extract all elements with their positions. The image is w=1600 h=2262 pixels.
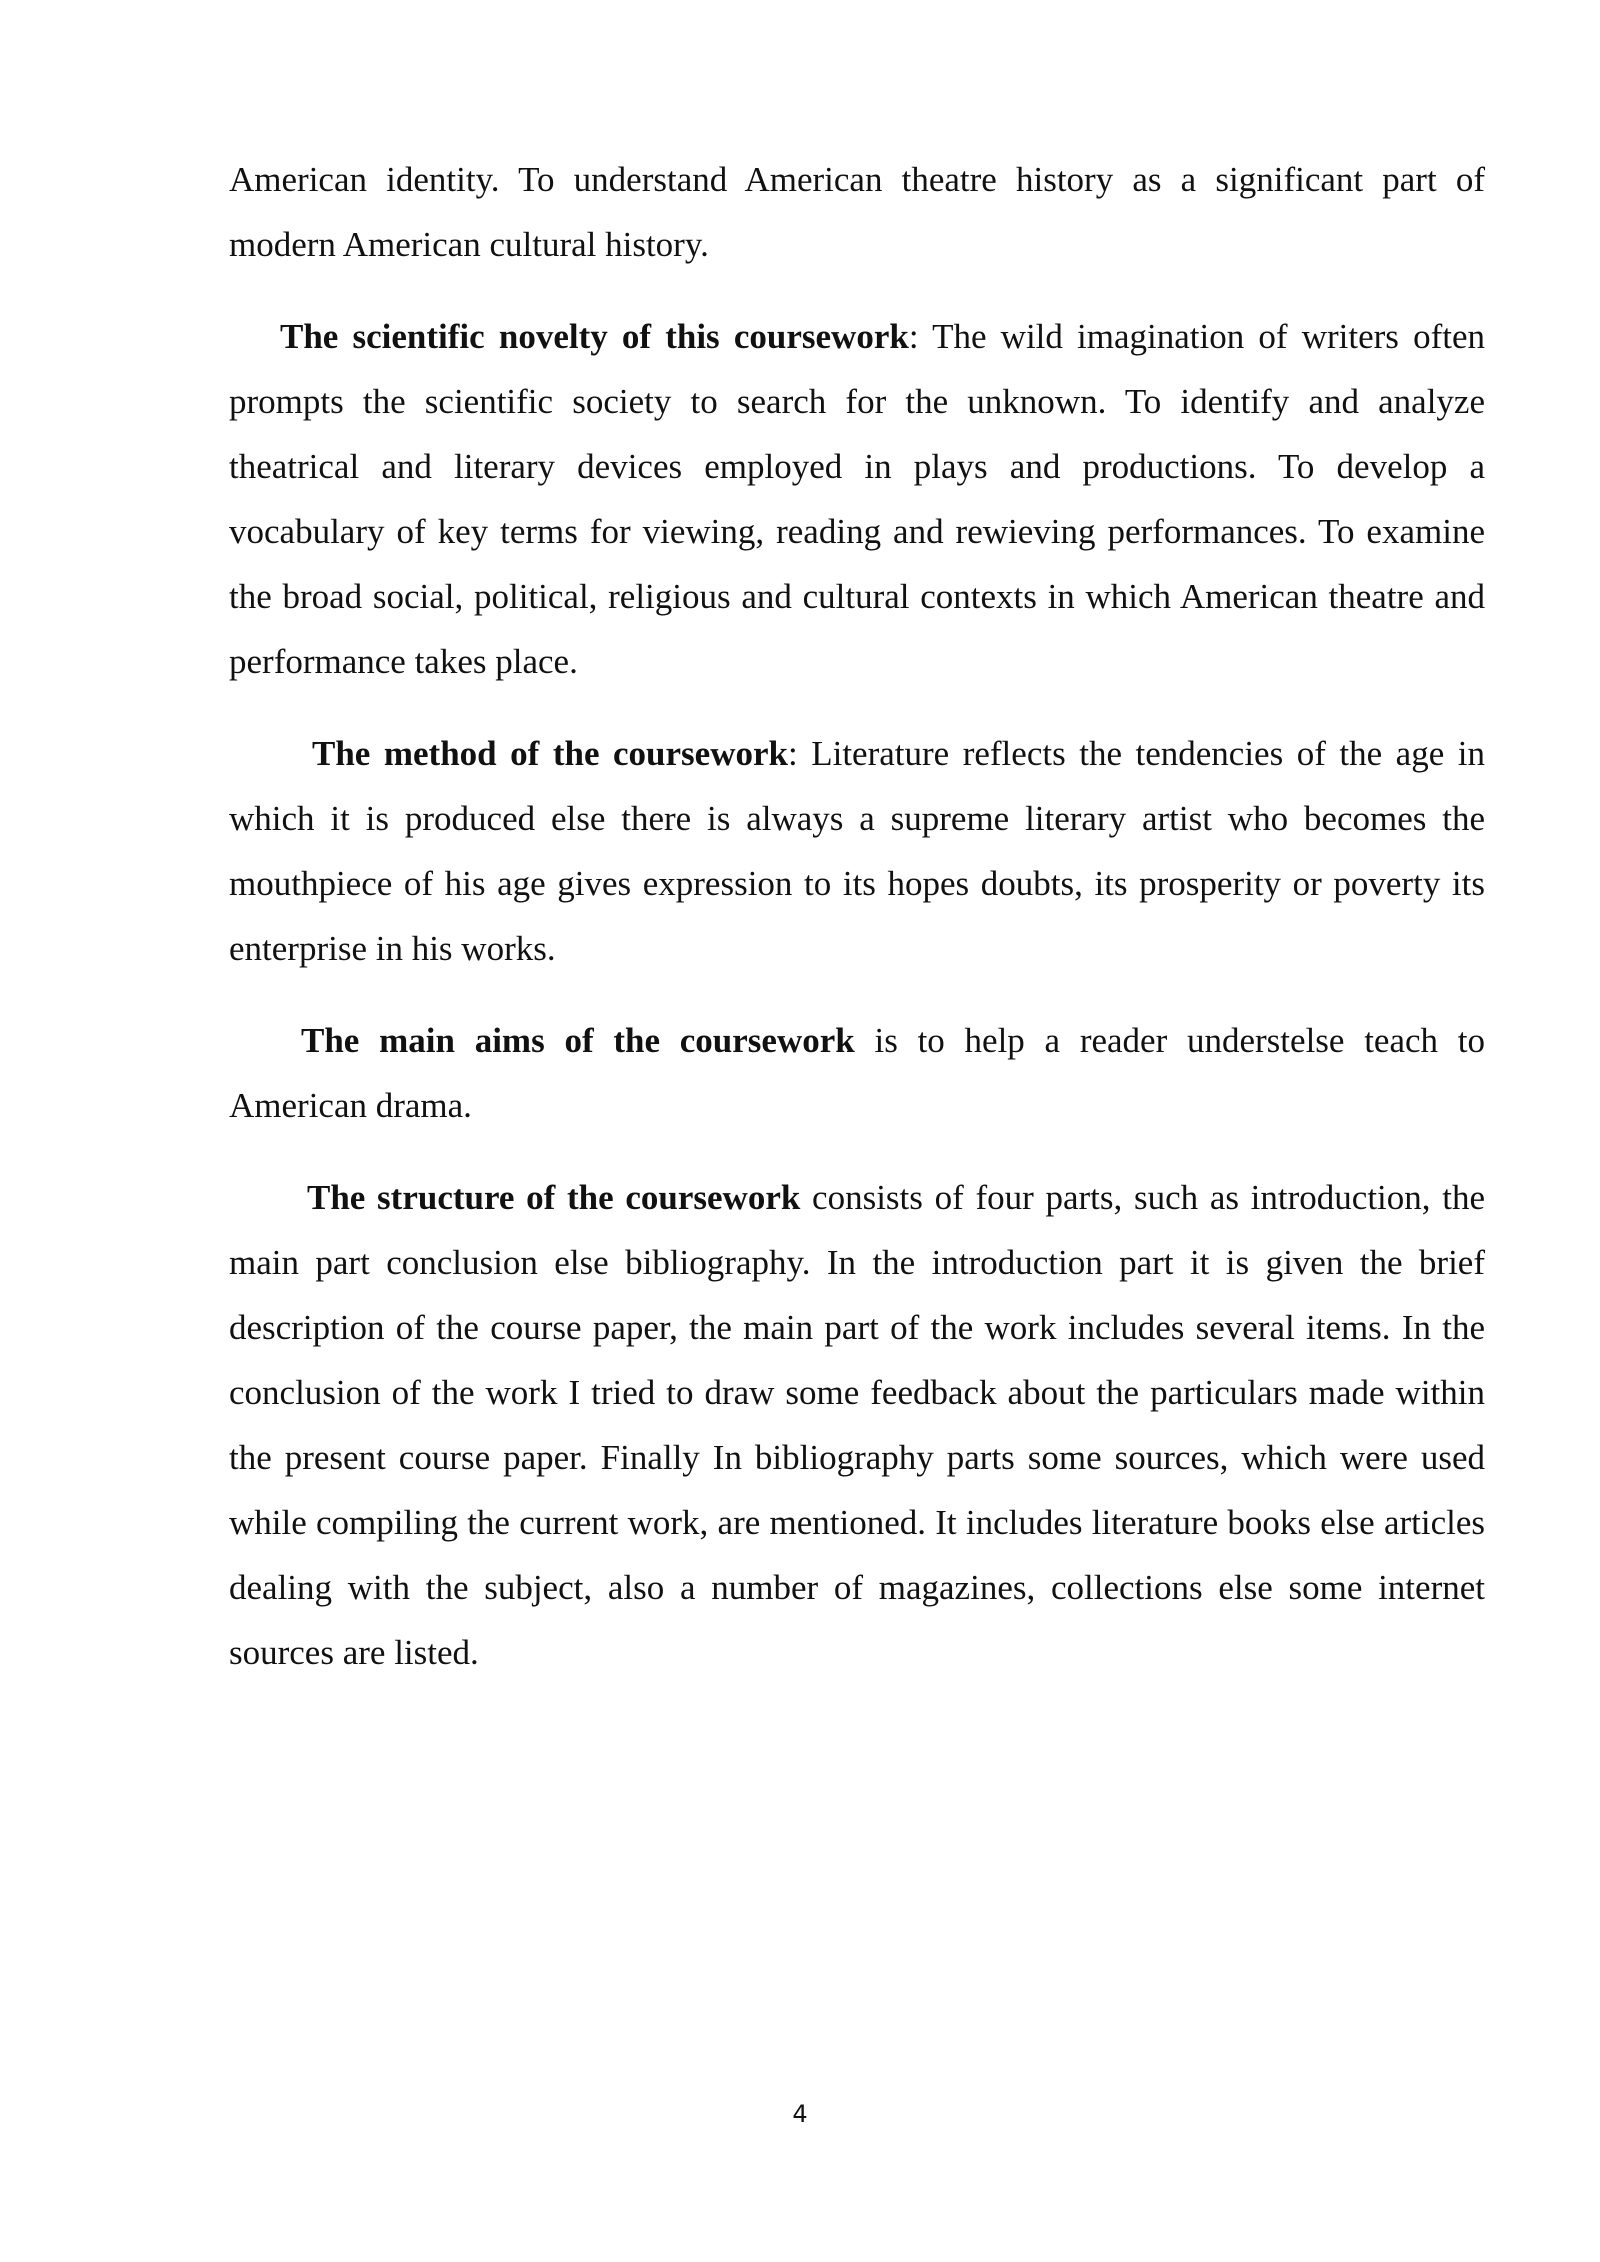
paragraph-scientific-novelty: [229, 304, 1485, 694]
body-text: [229, 147, 1485, 1712]
paragraph-text: : Literature reflects the tendencies of the age in which it is produced else there is always a supreme literary artist who becomes the mouthpiece of his age gives expression to its hopes doubts, its prosperity or poverty its enterprise in his works.: [229, 734, 1485, 968]
paragraph-heading: The main aims of the coursework: [301, 1021, 855, 1060]
paragraph-main-aims: [229, 1008, 1485, 1138]
paragraph-text: American identity. To understand American theatre history as a significant part of modern American cultural history.: [229, 160, 1485, 264]
paragraph-text: is to help a reader understelse teach to American drama.: [229, 1021, 1485, 1125]
paragraph-heading: The method of the coursework: [312, 734, 788, 773]
paragraph-structure: [229, 1165, 1485, 1685]
paragraph-method: [229, 721, 1485, 981]
paragraph-heading: The structure of the coursework: [307, 1178, 801, 1217]
paragraph-text: consists of four parts, such as introduction, the main part conclusion else bibliography. In the introduction part it is given the brief description of the course paper, the main part of the work includes several items. In the conclusion of the work I tried to draw some feedback about the particulars made within the present course paper. Finally In bibliography parts some sources, which were used while compiling the current work, are mentioned. It includes literature books else articles dealing with the subject, also a number of magazines, collections else some internet sources are listed.: [229, 1178, 1485, 1672]
paragraph-intro-continuation: [229, 147, 1485, 277]
page-number: 4: [792, 2100, 808, 2128]
paragraph-text: : The wild imagination of writers often prompts the scientific society to search for the unknown. To identify and analyze theatrical and literary devices employed in plays and productions. To develop a vocabulary of key terms for viewing, reading and rewieving performances. To examine the broad social, political, religious and cultural contexts in which American theatre and performance takes place.: [229, 317, 1486, 681]
paragraph-heading: The scientific novelty of this coursework: [280, 317, 909, 356]
